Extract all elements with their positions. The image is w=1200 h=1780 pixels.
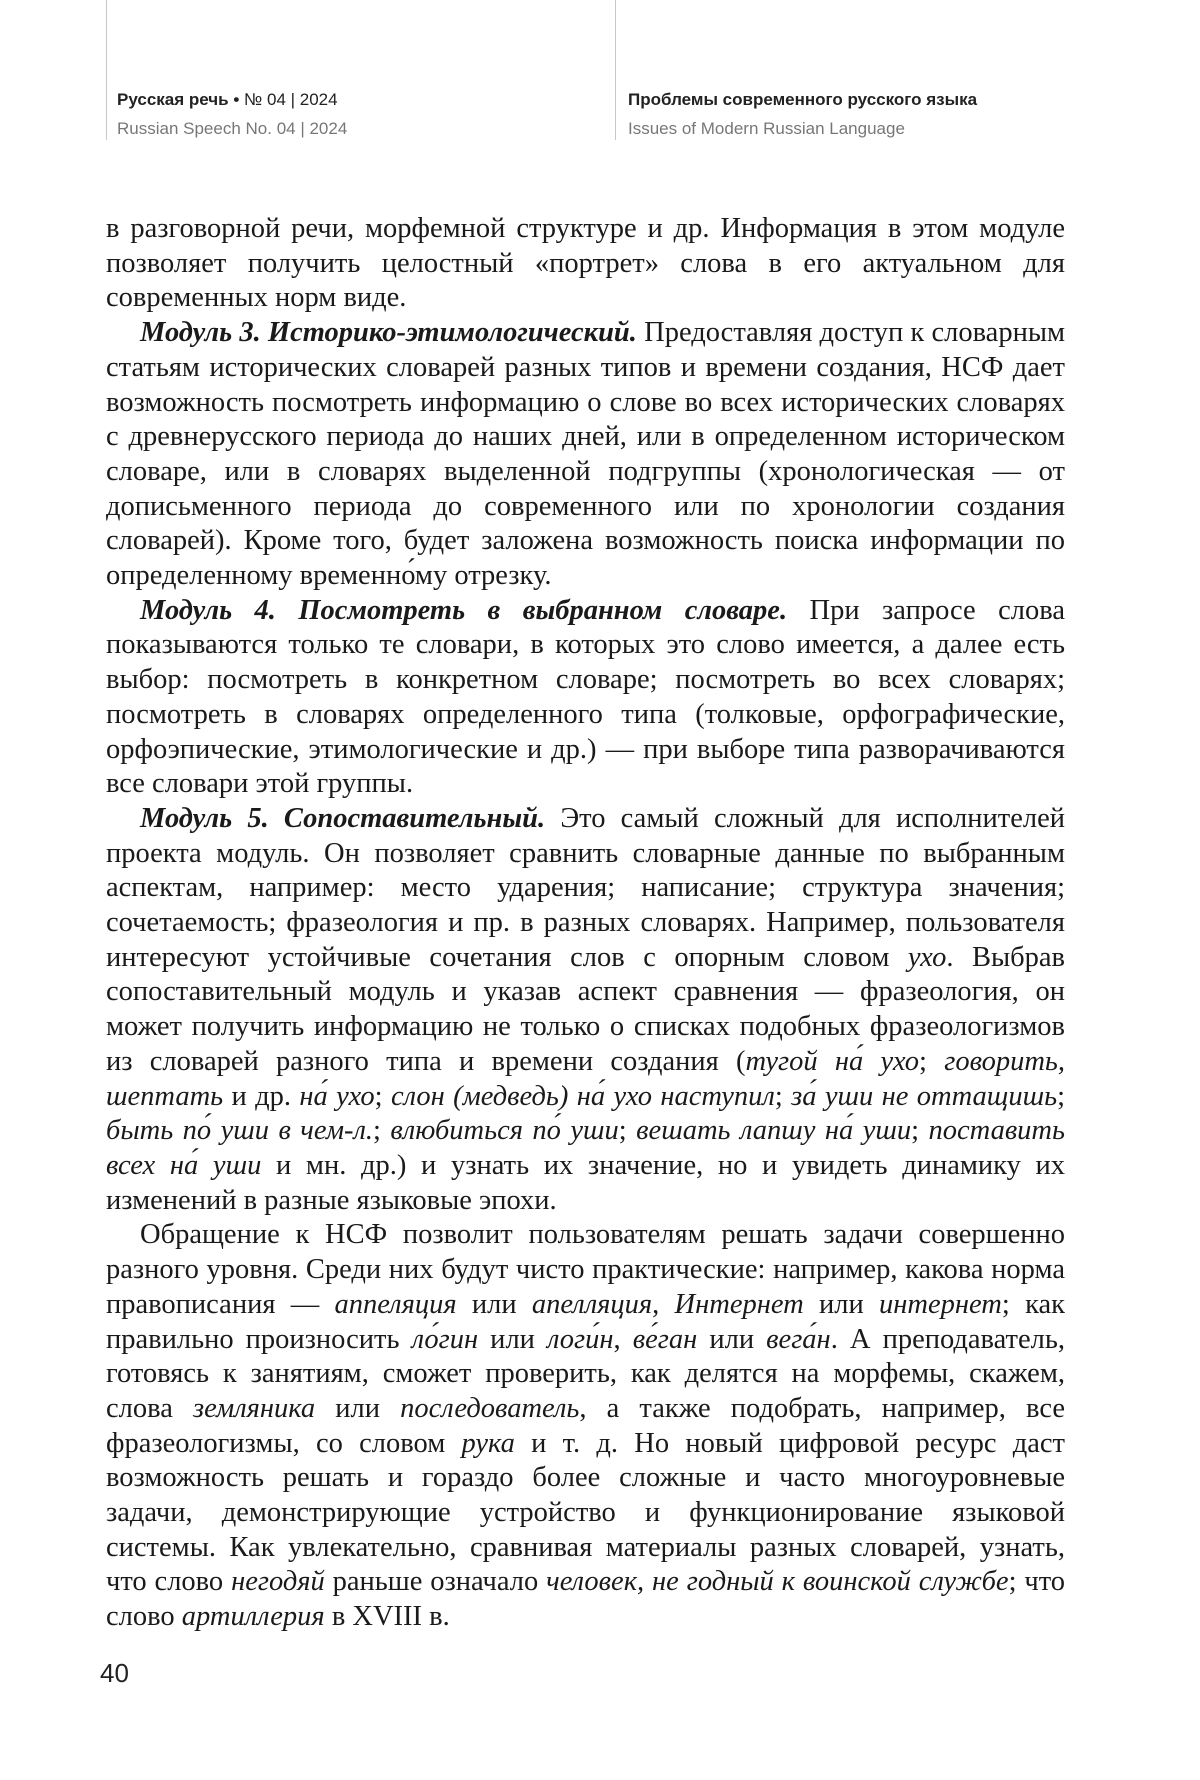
section-title-en: Issues of Modern Russian Language (628, 119, 905, 138)
journal-title-en: Russian Speech No. 04 | 2024 (117, 119, 348, 138)
module-5-heading: Модуль 5. Сопоставительный. (140, 802, 546, 834)
header-divider-left (106, 0, 107, 140)
paragraph-module-3: Модуль 3. Историко-этимологический. Предоставляя доступ к словарным статьям исторических словарей разных типов и времени создания, НСФ дает возможность посмотреть информацию о слове во всех исторических словарях с древнерусского периода до наших дней, или в определенном историческом словаре, или в словарях выделенной подгруппы (хронологическая — от дописьменного периода до современного или по хронологии создания словарей). Кроме того, будет заложена возможность поиска информации по определенному временно́му отрезку. (106, 317, 1066, 592)
section-title-ru: Проблемы современного русского языка (628, 90, 978, 109)
paragraph-module-5: Модуль 5. Сопоставительный. Это самый сложный для исполнителей проекта модуль. Он позволяет сравнить словарные данные по выбранным аспектам, например: место ударения; написание; структура значения; сочетаемость; фразеология и пр. в разных словарях. Например, пользователя интересуют устойчивые сочетания слов с опорным словом ухо. Выбрав сопоставительный модуль и указав аспект сравнения — фразеология, он может получить информацию не только о списках подобных фразеологизмов из словарей разного типа и времени создания (тугой на́ ухо; говорить, шептать и др. на́ ухо; слон (медведь) на́ ухо наступил; за́ уши не оттащишь; быть по́ уши в чем-л.; влюбиться по́ уши; вешать лапшу на́ уши; поставить всех на́ уши и мн. др.) и узнать их значение, но и увидеть динамику их изменений в разные языковые эпохи. (106, 802, 1066, 1216)
page-number: 40 (100, 1658, 129, 1688)
article-body (106, 212, 1065, 1635)
journal-header (117, 86, 347, 144)
module-3-heading: Модуль 3. Историко-этимологический. (140, 317, 637, 349)
journal-title-ru: Русская речь • № 04 | 2024 (117, 90, 338, 109)
section-header (628, 86, 977, 144)
header-divider-right (615, 0, 616, 140)
module-4-heading: Модуль 4. Посмотреть в выбранном словаре. (140, 594, 788, 626)
paragraph-module-4: Модуль 4. Посмотреть в выбранном словаре. При запросе слова показываются только те словари, в которых это слово имеется, а далее есть выбор: посмотреть в конкретном словаре; посмотреть во всех словарях; посмотреть в словарях определенного типа (толковые, орфографические, орфоэпические, этимологические и др.) — при выборе типа разворачиваются все словари этой группы. (106, 594, 1065, 800)
paragraph-usage: Обращение к НСФ позволит пользователям решать задачи совершенно разного уровня. Среди них будут чисто практические: например, какова норма правописания — аппеляция или апелляция, Интернет или интернет; как правильно произносить ло́гин или логи́н, ве́ган или вега́н. А преподаватель, готовясь к занятиям, сможет проверить, как делятся на морфемы, скажем, слова земляника или последователь, а также подобрать, например, все фразеологизмы, со словом рука и т. д. Но новый цифровой ресурс даст возможность решать и гораздо более сложные и часто многоуровневые задачи, демонстрирующие устройство и функционирование языковой системы. Как увлекательно, сравнивая материалы разных словарей, узнать, что слово негодяй раньше означало человек, не годный к воинской службе; что слово артиллерия в XVIII в. (106, 1219, 1066, 1633)
paragraph-continued: в разговорной речи, морфемной структуре и др. Информация в этом модуле позволяет получить целостный «портрет» слова в его актуальном для современных норм виде. (106, 213, 1065, 314)
journal-issue-ru: № 04 | 2024 (244, 90, 338, 109)
